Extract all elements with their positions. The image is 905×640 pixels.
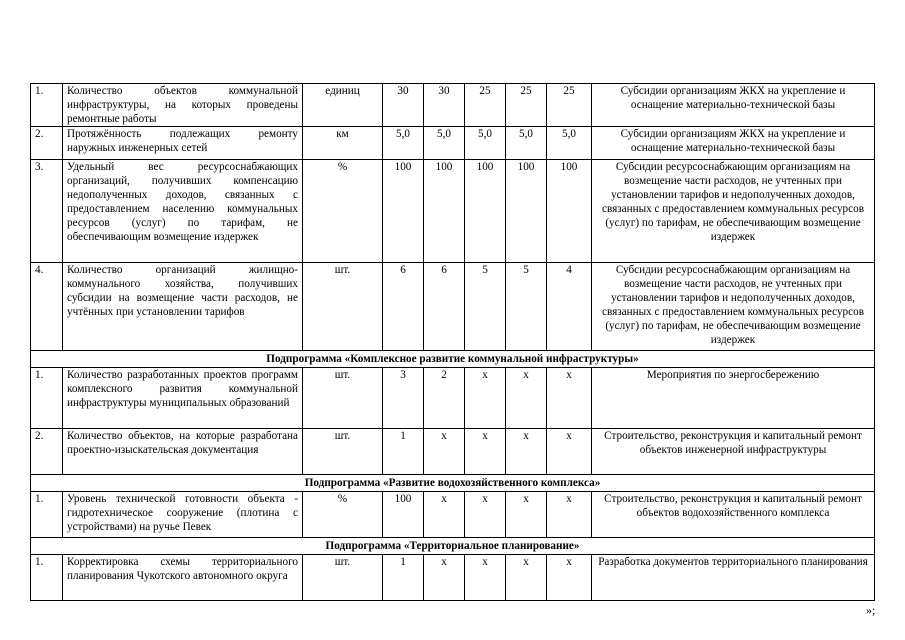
indicator-name: Количество разработанных проектов программ комплексного развития коммунальной инфраструктуры муниципальных образований [63, 368, 303, 429]
row-number: 4. [31, 263, 63, 351]
value-cell: х [547, 492, 592, 538]
value-cell: 100 [506, 160, 547, 263]
activity-cell: Разработка документов территориального планирования [592, 555, 875, 601]
table-row [31, 368, 875, 429]
value-cell: 25 [465, 84, 506, 127]
value-cell: х [547, 368, 592, 429]
value-cell: х [424, 492, 465, 538]
unit-cell: км [303, 127, 383, 160]
value-cell: 6 [383, 263, 424, 351]
value-cell: 5,0 [506, 127, 547, 160]
unit-cell: шт. [303, 429, 383, 475]
unit-cell: шт. [303, 368, 383, 429]
value-cell: х [465, 555, 506, 601]
row-number: 2. [31, 429, 63, 475]
row-number: 1. [31, 84, 63, 127]
indicator-name: Количество объектов коммунальной инфраструктуры, на которых проведены ремонтные работы [63, 84, 303, 127]
activity-cell: Субсидии ресурсоснабжающим организациям на возмещение части расходов, не учтенных при установлении тарифов и недополученных доходов, связанных с предоставлением коммунальных ресурсов (услуг) по тарифам, не обеспечивающим возмещение издержек [592, 263, 875, 351]
value-cell: х [465, 368, 506, 429]
subprogram-header [31, 351, 875, 368]
value-cell: 5,0 [465, 127, 506, 160]
activity-cell: Субсидии организациям ЖКХ на укрепление и оснащение материально-технической базы [592, 84, 875, 127]
indicators-table [30, 83, 875, 601]
row-number: 3. [31, 160, 63, 263]
row-number: 1. [31, 368, 63, 429]
unit-cell: шт. [303, 263, 383, 351]
unit-cell: % [303, 160, 383, 263]
value-cell: 100 [547, 160, 592, 263]
value-cell: 2 [424, 368, 465, 429]
value-cell: 30 [424, 84, 465, 127]
value-cell: х [465, 429, 506, 475]
value-cell: 100 [424, 160, 465, 263]
row-number: 1. [31, 555, 63, 601]
closing-quote: »; [866, 603, 876, 617]
subprogram-header [31, 538, 875, 555]
table-row [31, 127, 875, 160]
value-cell: 100 [383, 160, 424, 263]
value-cell: 5,0 [424, 127, 465, 160]
value-cell: 5 [506, 263, 547, 351]
value-cell: 5 [465, 263, 506, 351]
value-cell: 3 [383, 368, 424, 429]
value-cell: х [506, 368, 547, 429]
unit-cell: шт. [303, 555, 383, 601]
indicator-name: Удельный вес ресурсоснабжающих организаций, получивших компенсацию недополученных доходов, связанных с предоставлением населению коммунальных ресурсов (услуг) по тарифам, не обеспечивающим возмещение издержек [63, 160, 303, 263]
table-row [31, 492, 875, 538]
value-cell: х [424, 555, 465, 601]
value-cell: 1 [383, 555, 424, 601]
indicator-name: Корректировка схемы территориального планирования Чукотского автономного округа [63, 555, 303, 601]
row-number: 2. [31, 127, 63, 160]
indicator-name: Уровень технической готовности объекта - гидротехническое сооружение (плотина с устройствами) на ручье Певек [63, 492, 303, 538]
activity-cell: Мероприятия по энергосбережению [592, 368, 875, 429]
subprogram-title: Подпрограмма «Развитие водохозяйственного комплекса» [31, 475, 875, 492]
value-cell: 5,0 [547, 127, 592, 160]
table-row [31, 263, 875, 351]
value-cell: х [547, 429, 592, 475]
subprogram-title: Подпрограмма «Комплексное развитие коммунальной инфраструктуры» [31, 351, 875, 368]
value-cell: 30 [383, 84, 424, 127]
value-cell: х [547, 555, 592, 601]
subprogram-title: Подпрограмма «Территориальное планирование» [31, 538, 875, 555]
table-row [31, 160, 875, 263]
indicator-name: Количество объектов, на которые разработана проектно-изыскательская документация [63, 429, 303, 475]
table-row [31, 555, 875, 601]
activity-cell: Субсидии ресурсоснабжающим организациям на возмещение части расходов, не учтенных при установлении тарифов и недополученных доходов, связанных с предоставлением коммунальных ресурсов (услуг) по тарифам, не обеспечивающим возмещение издержек [592, 160, 875, 263]
value-cell: х [506, 429, 547, 475]
value-cell: 5,0 [383, 127, 424, 160]
value-cell: х [506, 492, 547, 538]
value-cell: 6 [424, 263, 465, 351]
unit-cell: % [303, 492, 383, 538]
table-row [31, 84, 875, 127]
value-cell: х [506, 555, 547, 601]
activity-cell: Строительство, реконструкция и капитальный ремонт объектов инженерной инфраструктуры [592, 429, 875, 475]
row-number: 1. [31, 492, 63, 538]
value-cell: 100 [465, 160, 506, 263]
table-row [31, 429, 875, 475]
value-cell: 25 [547, 84, 592, 127]
value-cell: 1 [383, 429, 424, 475]
value-cell: 100 [383, 492, 424, 538]
indicator-name: Протяжённость подлежащих ремонту наружных инженерных сетей [63, 127, 303, 160]
unit-cell: единиц [303, 84, 383, 127]
value-cell: 4 [547, 263, 592, 351]
value-cell: 25 [506, 84, 547, 127]
activity-cell: Субсидии организациям ЖКХ на укрепление и оснащение материально-технической базы [592, 127, 875, 160]
activity-cell: Строительство, реконструкция и капитальный ремонт объектов водохозяйственного комплекса [592, 492, 875, 538]
subprogram-header [31, 475, 875, 492]
value-cell: х [424, 429, 465, 475]
value-cell: х [465, 492, 506, 538]
indicator-name: Количество организаций жилищно-коммунального хозяйства, получивших субсидии на возмещение части расходов, не учтённых при установлении тарифов [63, 263, 303, 351]
